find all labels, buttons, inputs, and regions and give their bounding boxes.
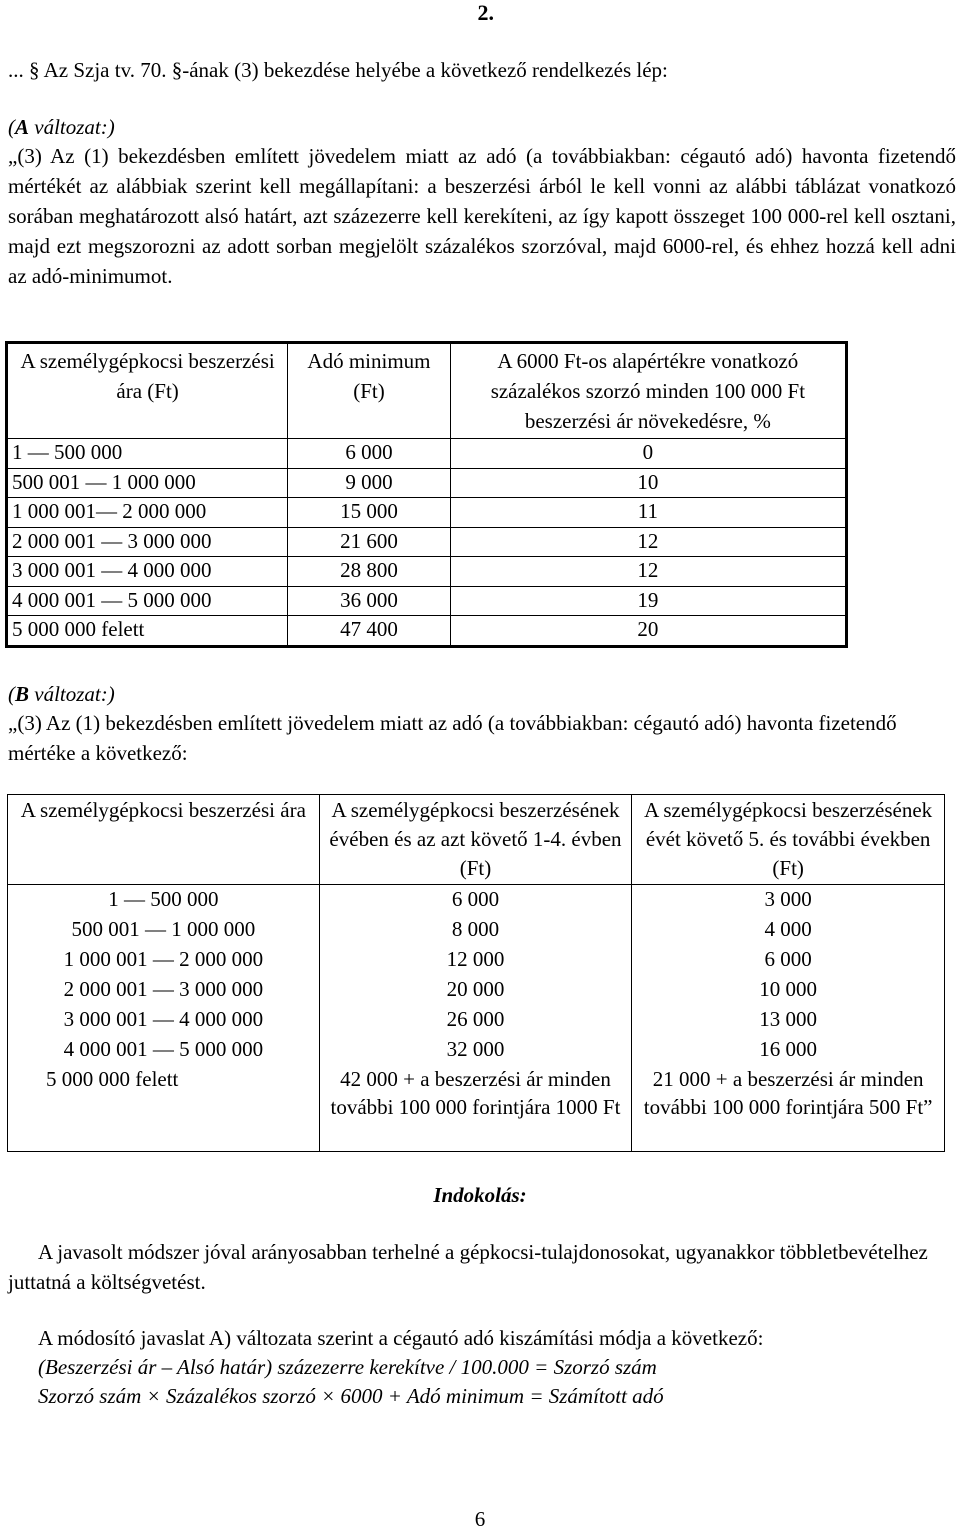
- table-cell: 12: [450, 557, 846, 587]
- table-cell: 26 000: [319, 1005, 632, 1035]
- table-cell: 5 000 000 felett: [8, 1065, 320, 1151]
- table-cell: 20: [450, 616, 846, 647]
- variant-a-label: [8, 113, 115, 141]
- table-cell: 2 000 001 — 3 000 000: [8, 975, 320, 1005]
- table-row: [7, 586, 847, 616]
- variant-a-paragraph: „(3) Az (1) bekezdésben említett jövedelem miatt az adó (a továbbiakban: cégautó adó) havonta fizetendő mértékét az alábbiak szerint kell megállapítani: a beszerzési árból le kell vonni az alábbi táblázat vonatkozó sorában meghatározott alsó határt, azt százezerre kell kerekíteni, az így kapott összeget 100 000-rel kell osztani, majd ezt megszorozni az adott sorban megjelölt százalékos szorzóval, majd 6000-rel, és ehhez hozzá kell adni az adó-minimumot.: [8, 144, 956, 288]
- table-cell: 28 800: [288, 557, 451, 587]
- table-cell: 19: [450, 586, 846, 616]
- table-header-cell: A személygépkocsi beszerzési ára: [8, 795, 320, 885]
- table-cell: 8 000: [319, 915, 632, 945]
- variant-b-letter: B: [15, 682, 30, 706]
- table-cell: 36 000: [288, 586, 451, 616]
- table-cell: 1 000 001 — 2 000 000: [8, 945, 320, 975]
- table-cell: 4 000 001 — 5 000 000: [8, 1035, 320, 1065]
- variant-b-paragraph: „(3) Az (1) bekezdésben említett jövedelem miatt az adó (a továbbiakban: cégautó adó) havonta fizetendő mértéke a következő:: [8, 711, 897, 765]
- table-header-cell: A személygépkocsi beszerzésének évében és az azt követő 1-4. évben (Ft): [319, 795, 632, 885]
- table-cell: 12 000: [319, 945, 632, 975]
- variant-b-label: [8, 680, 115, 708]
- table-cell: 11: [450, 498, 846, 528]
- table-header-cell: Adó minimum (Ft): [288, 343, 451, 439]
- variant-a-letter: A: [15, 115, 30, 139]
- table-cell: 32 000: [319, 1035, 632, 1065]
- table-cell: 500 001 — 1 000 000: [8, 915, 320, 945]
- indokolas-formula-intro: A módosító javaslat A) változata szerint a cégautó adó kiszámítási módja a következő:: [38, 1326, 764, 1350]
- table-cell: 4 000 001 — 5 000 000: [7, 586, 288, 616]
- table-row: [8, 915, 945, 945]
- table-cell: 3 000 001 — 4 000 000: [8, 1005, 320, 1035]
- table-cell: 0: [450, 439, 846, 469]
- table-cell: 20 000: [319, 975, 632, 1005]
- table-cell: 3 000: [632, 885, 945, 916]
- table-cell: 1 000 001— 2 000 000: [7, 498, 288, 528]
- table-cell: 21 600: [288, 527, 451, 557]
- table-cell: 3 000 001 — 4 000 000: [7, 557, 288, 587]
- table-cell: 4 000: [632, 915, 945, 945]
- variant-a-table: [5, 341, 848, 648]
- table-header-row: [7, 343, 847, 439]
- table-cell: 12: [450, 527, 846, 557]
- intro-sentence: ... § Az Szja tv. 70. §-ának (3) bekezdése helyébe a következő rendelkezés lép:: [8, 58, 668, 82]
- table-cell: 6 000: [632, 945, 945, 975]
- variant-a-label-rest: változat:): [29, 115, 115, 139]
- table-row: [7, 616, 847, 647]
- table-row: [7, 439, 847, 469]
- formula-line-2: Szorzó szám × Százalékos szorzó × 6000 + Adó minimum = Számított adó: [38, 1384, 664, 1408]
- table-cell: 1 — 500 000: [8, 885, 320, 916]
- page-number-bottom: 6: [474, 1507, 486, 1531]
- table-cell: 9 000: [288, 468, 451, 498]
- table-cell: 6 000: [288, 439, 451, 469]
- indokolas-heading: Indokolás:: [433, 1183, 527, 1207]
- table-row: [7, 468, 847, 498]
- table-cell: 6 000: [319, 885, 632, 916]
- table-cell: 10 000: [632, 975, 945, 1005]
- table-cell: 500 001 — 1 000 000: [7, 468, 288, 498]
- table-row: [7, 527, 847, 557]
- table-row: [7, 557, 847, 587]
- table-cell: 2 000 001 — 3 000 000: [7, 527, 288, 557]
- table-cell: 42 000 + a beszerzési ár minden további 100 000 forintjára 1000 Ft: [319, 1065, 632, 1151]
- indokolas-paragraph-2: [8, 1324, 956, 1411]
- table-row: [8, 975, 945, 1005]
- table-row: [8, 945, 945, 975]
- formula-line-1: (Beszerzési ár – Alsó határ) százezerre kerekítve / 100.000 = Szorzó szám: [38, 1355, 657, 1379]
- table-row: [8, 885, 945, 916]
- page-number-top: 2.: [477, 0, 494, 25]
- table-row: [8, 1035, 945, 1065]
- table-row: [8, 1005, 945, 1035]
- variant-b-label-open: (: [8, 682, 15, 706]
- variant-b-table: [7, 794, 945, 1152]
- table-header-cell: A személygépkocsi beszerzésének évét követő 5. és további években (Ft): [632, 795, 945, 885]
- table-header-row: [8, 795, 945, 885]
- variant-a-label-open: (: [8, 115, 15, 139]
- table-cell: 13 000: [632, 1005, 945, 1035]
- table-header-cell: A 6000 Ft-os alapértékre vonatkozó százalékos szorzó minden 100 000 Ft beszerzési ár növekedésre, %: [450, 343, 846, 439]
- table-header-cell: A személygépkocsi beszerzési ára (Ft): [7, 343, 288, 439]
- table-cell: 1 — 500 000: [7, 439, 288, 469]
- indokolas-paragraph-1: A javasolt módszer jóval arányosabban terhelné a gépkocsi-tulajdonosokat, ugyanakkor többletbevételhez juttatná a költségvetést.: [8, 1240, 928, 1294]
- table-cell: 15 000: [288, 498, 451, 528]
- table-cell: 47 400: [288, 616, 451, 647]
- table-row: [7, 498, 847, 528]
- table-cell: 16 000: [632, 1035, 945, 1065]
- table-row: [8, 1065, 945, 1151]
- variant-b-label-rest: változat:): [29, 682, 115, 706]
- table-cell: 21 000 + a beszerzési ár minden további 100 000 forintjára 500 Ft”: [632, 1065, 945, 1151]
- table-cell: 10: [450, 468, 846, 498]
- table-cell: 5 000 000 felett: [7, 616, 288, 647]
